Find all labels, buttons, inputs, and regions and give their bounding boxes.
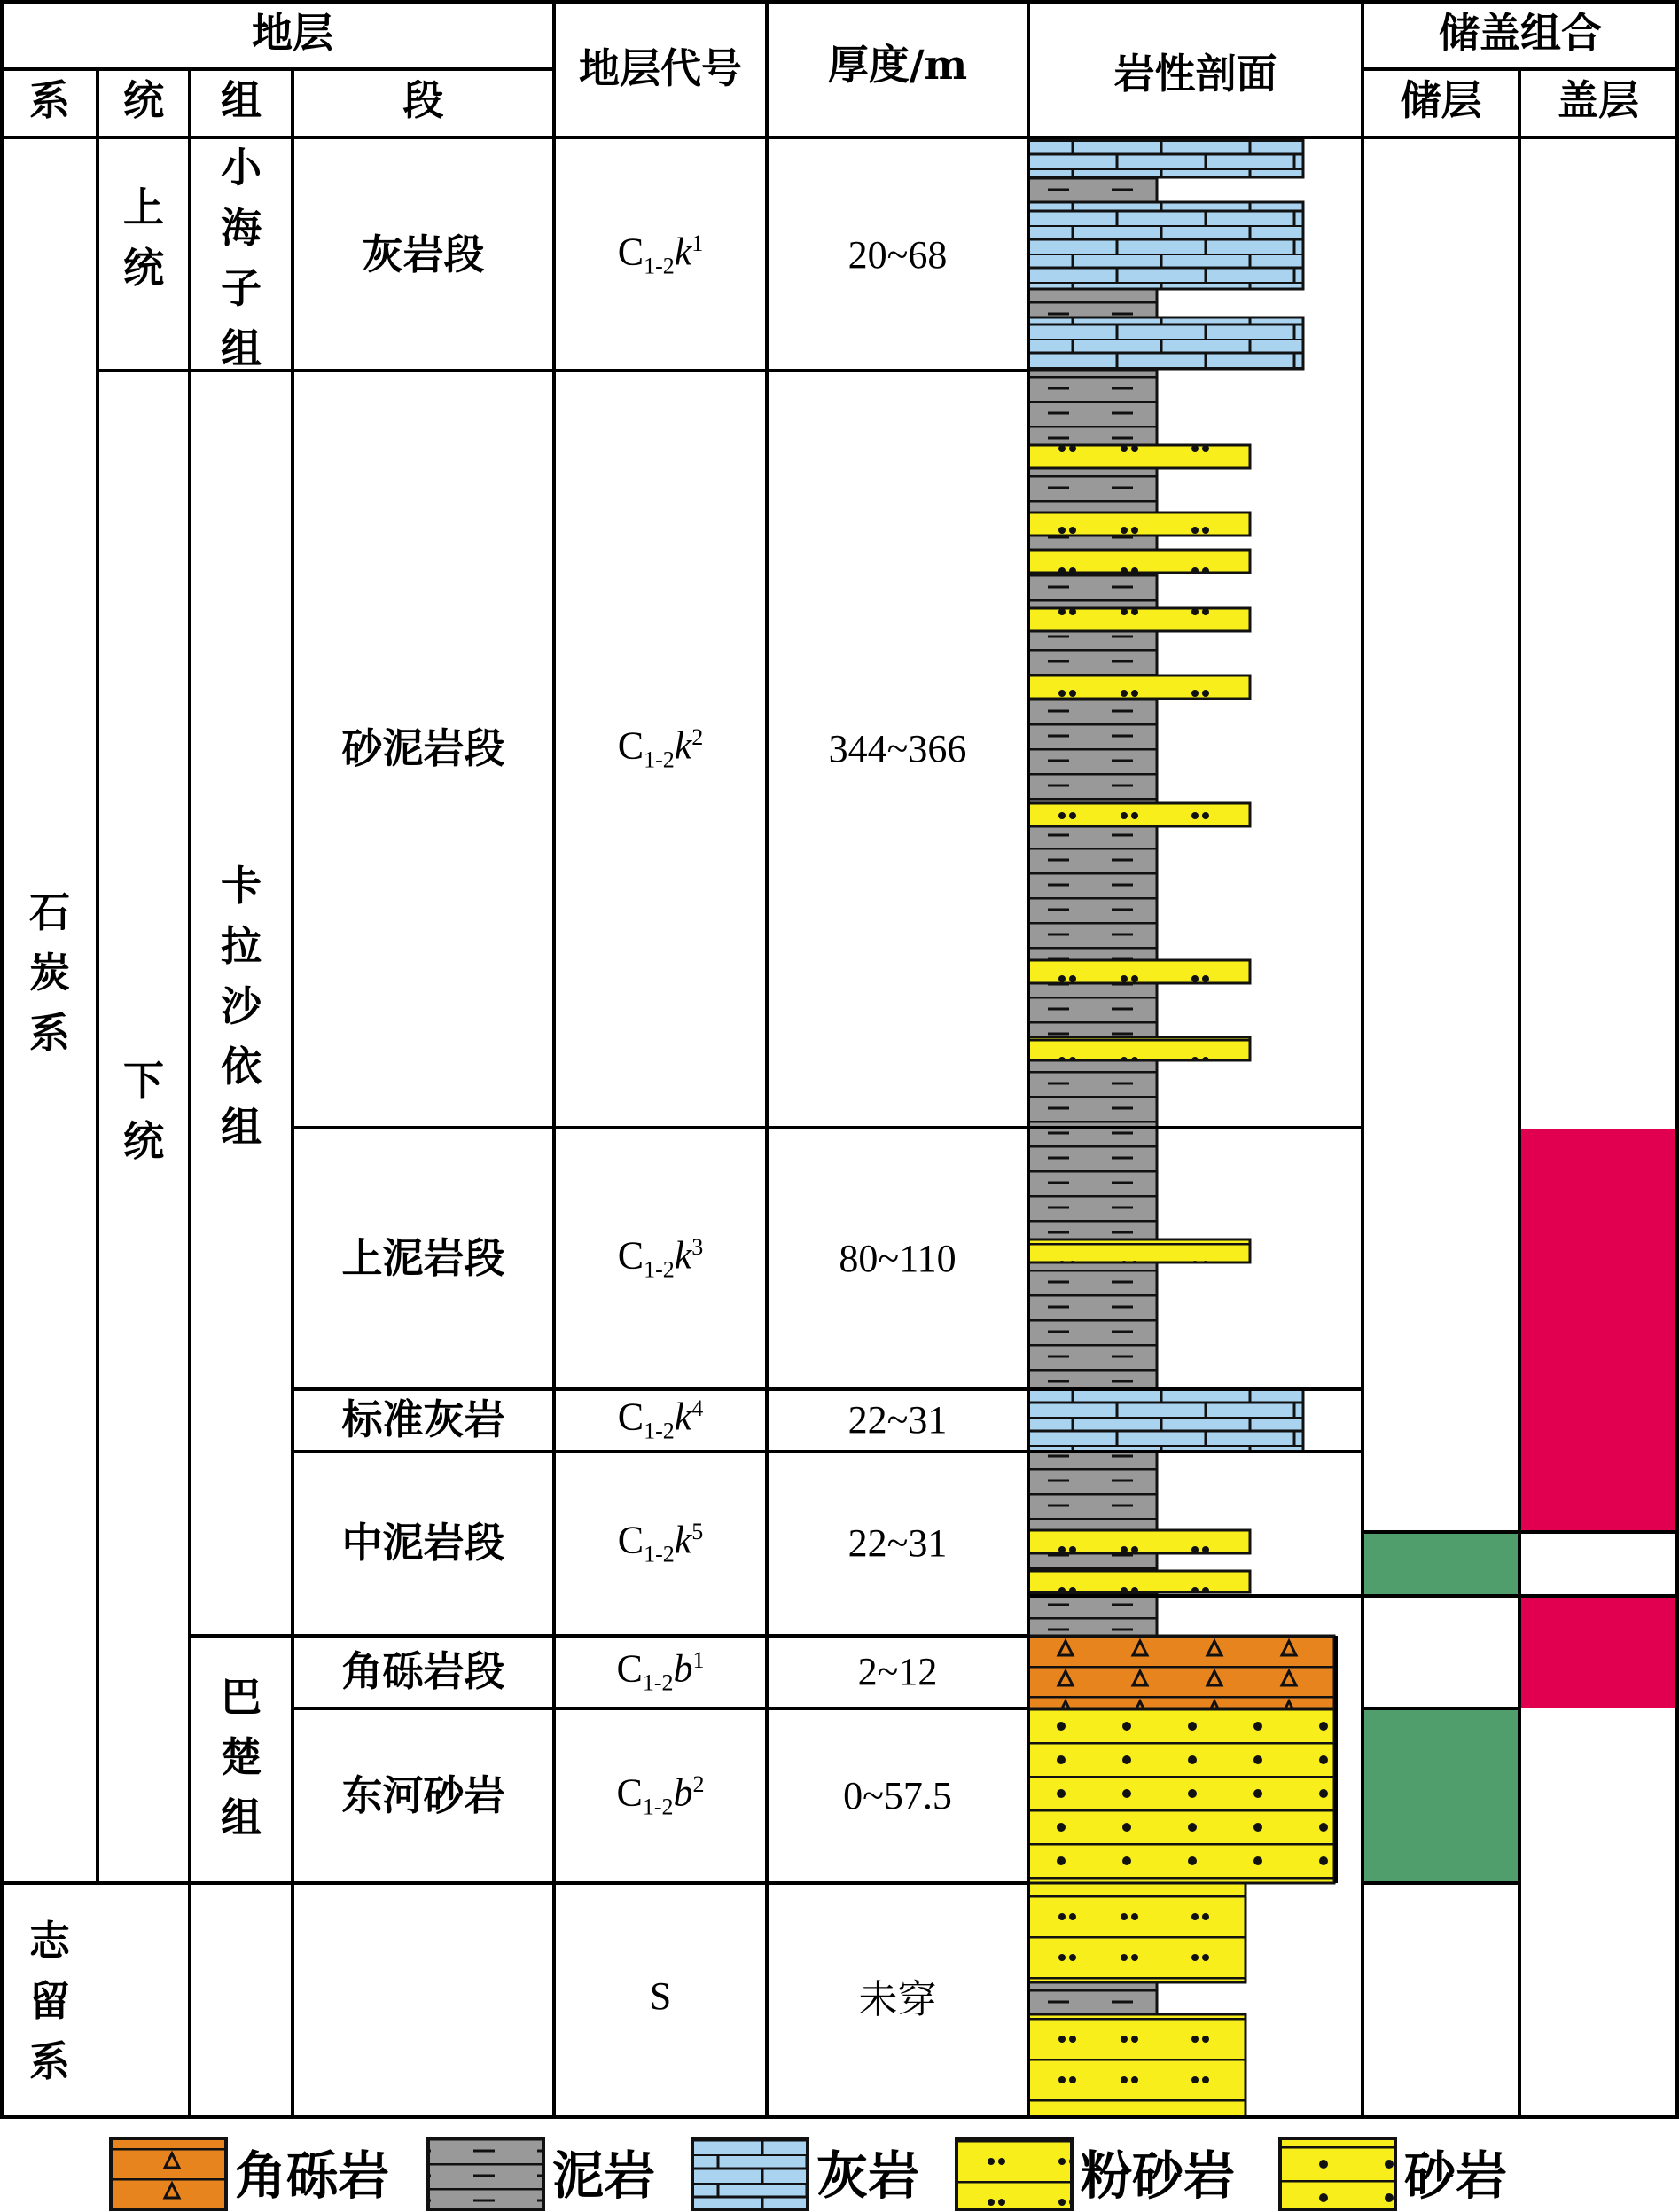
stratum-code-letter: k (674, 1518, 692, 1562)
legend-label-breccia: 角砾岩 (235, 2146, 390, 2206)
stratum-code-base: C (617, 1233, 644, 1278)
stratum-code-letter: k (674, 230, 692, 274)
limestone-layer (1028, 1389, 1303, 1451)
mudstone-layer (1028, 699, 1157, 803)
mudstone-layer (1028, 826, 1157, 960)
mudstone-layer (1028, 631, 1157, 676)
thickness-value: 22~31 (847, 1398, 948, 1442)
mudstone-layer (1028, 468, 1157, 512)
header-member: 段 (402, 76, 444, 124)
member-label: 砂泥岩段 (341, 724, 505, 772)
stratum-code-base: C (617, 1395, 644, 1439)
thickness-value: 344~366 (828, 727, 967, 770)
siltstone-layer (1028, 550, 1250, 573)
member-label: 灰岩段 (362, 231, 485, 278)
siltstone-layer (1028, 445, 1250, 468)
limestone-layer (1028, 202, 1303, 289)
member-label: 中泥岩段 (341, 1519, 505, 1567)
siltstone-layer (1028, 1530, 1250, 1553)
stratum-code-base: C (617, 230, 644, 274)
thickness-value: 80~110 (839, 1236, 957, 1280)
stratum-code-letter: k (674, 1233, 692, 1278)
stratum-code-base: S (649, 1974, 672, 2018)
mudstone-layer (1028, 1451, 1157, 1530)
stratum-code-subscript: 1-2 (642, 1669, 674, 1696)
stratum-code (554, 723, 767, 773)
siltstone-layer (1028, 1571, 1250, 1592)
stratum-code (554, 1233, 767, 1282)
member-label: 角砾岩段 (341, 1647, 505, 1695)
stratum-code (554, 1520, 767, 1566)
header-thickness: 厚度/m (827, 41, 968, 89)
siltstone-layer (1028, 803, 1250, 826)
header-reservoir-cap: 储盖组合 (1439, 9, 1602, 57)
stratum-code-superscript: 2 (691, 724, 704, 750)
member-label: 东河砂岩 (341, 1770, 505, 1819)
mudstone-layer (1028, 535, 1157, 550)
member-label: 标准灰岩 (341, 1395, 505, 1443)
thickness-value: 0~57.5 (843, 1773, 952, 1817)
member-label: 上泥岩段 (341, 1233, 505, 1282)
siltstone-layer (1028, 2014, 1246, 2117)
stratum-code-superscript: 1 (691, 231, 704, 256)
thickness-value: 2~12 (857, 1650, 938, 1693)
header-series: 统 (123, 76, 164, 124)
header-lithology: 岩性剖面 (1113, 50, 1277, 98)
stratum-code-superscript: 1 (692, 1647, 705, 1673)
stratum-code-base: C (616, 1770, 643, 1815)
header-formation: 组 (221, 76, 262, 124)
stratum-code-base: C (617, 723, 644, 768)
reservoir-bar-lower (1363, 1708, 1519, 1883)
siltstone-layer (1028, 1883, 1246, 1982)
mudstone-layer (1028, 983, 1157, 1037)
legend-swatch-mudstone (428, 2138, 543, 2209)
formation-bachu: 巴楚组 (221, 1673, 262, 1841)
legend-swatch-limestone (692, 2138, 808, 2209)
stratum-code-letter: k (674, 1395, 692, 1439)
sandstone-layer (1028, 1708, 1334, 1883)
mudstone-layer (1028, 371, 1157, 445)
mudstone-layer (1028, 1592, 1157, 1636)
stratum-code (554, 232, 767, 277)
limestone-layer (1028, 317, 1303, 369)
siltstone-layer (1028, 960, 1250, 983)
siltstone-layer (1028, 512, 1250, 535)
series-lower: 下统 (123, 1057, 164, 1165)
mudstone-layer (1028, 1128, 1157, 1239)
limestone-layer (1028, 140, 1303, 177)
stratum-code-superscript: 4 (691, 1395, 704, 1421)
siltstone-layer (1028, 608, 1250, 631)
cap-bar-lower (1519, 1596, 1677, 1708)
series-upper: 上统 (123, 184, 164, 292)
stratum-code-subscript: 1-2 (644, 1541, 675, 1567)
legend-swatch-siltstone (957, 2138, 1072, 2209)
mudstone-layer (1028, 1262, 1157, 1389)
legend-label-siltstone: 粉砂岩 (1081, 2146, 1236, 2206)
stratum-code-superscript: 5 (691, 1519, 704, 1544)
stratum-code-superscript: 3 (691, 1233, 704, 1260)
stratum-code (554, 1646, 767, 1696)
stratum-code (554, 1397, 767, 1442)
mudstone-layer (1028, 1060, 1157, 1128)
stratum-code-letter: b (673, 1770, 693, 1815)
siltstone-layer (1028, 1037, 1250, 1060)
mudstone-layer (1028, 573, 1157, 608)
stratum-code-letter: b (673, 1646, 693, 1691)
mudstone-layer (1028, 289, 1157, 317)
mudstone-layer (1028, 1553, 1157, 1571)
system-carboniferous: 石炭系 (29, 888, 70, 1057)
thickness-value: 22~31 (847, 1521, 948, 1565)
thickness-value: 未穿 (858, 1978, 937, 2021)
stratum-code-subscript: 1-2 (644, 746, 675, 773)
formation-kalashayi: 卡拉沙依组 (221, 862, 262, 1151)
reservoir-bar-middle (1363, 1532, 1519, 1596)
siltstone-layer (1028, 676, 1250, 699)
formation-xiaohaizi: 小海子组 (221, 144, 262, 372)
header-stratum: 地层 (252, 9, 333, 57)
stratum-code-subscript: 1-2 (644, 1418, 675, 1444)
stratum-code (554, 1770, 767, 1819)
header-cap: 盖层 (1558, 76, 1639, 124)
legend-label-sandstone: 砂岩 (1404, 2146, 1508, 2206)
legend-label-mudstone: 泥岩 (552, 2146, 656, 2206)
stratum-code-base: C (617, 1518, 644, 1562)
legend-swatch-sandstone (1280, 2138, 1395, 2209)
stratum-code-superscript: 2 (692, 1770, 705, 1797)
legend-label-limestone: 灰岩 (816, 2146, 920, 2206)
breccia-layer (1028, 1636, 1334, 1708)
stratum-code-subscript: 1-2 (644, 253, 675, 279)
legend-swatch-breccia (111, 2138, 226, 2209)
system-silurian: 志留系 (29, 1917, 70, 2085)
stratum-code-subscript: 1-2 (642, 1793, 674, 1819)
stratum-code-letter: k (674, 723, 692, 768)
header-system: 系 (29, 76, 70, 124)
header-reservoir: 储层 (1400, 76, 1482, 124)
mudstone-layer (1028, 177, 1157, 202)
siltstone-layer (1028, 1239, 1250, 1262)
cap-bar-upper (1519, 1129, 1677, 1532)
mudstone-layer (1028, 1982, 1157, 2014)
thickness-value: 20~68 (847, 233, 948, 277)
header-code: 地层代号 (579, 44, 742, 92)
stratum-code-base: C (616, 1646, 643, 1691)
stratum-code (554, 1974, 767, 2018)
stratum-code-subscript: 1-2 (644, 1255, 675, 1282)
